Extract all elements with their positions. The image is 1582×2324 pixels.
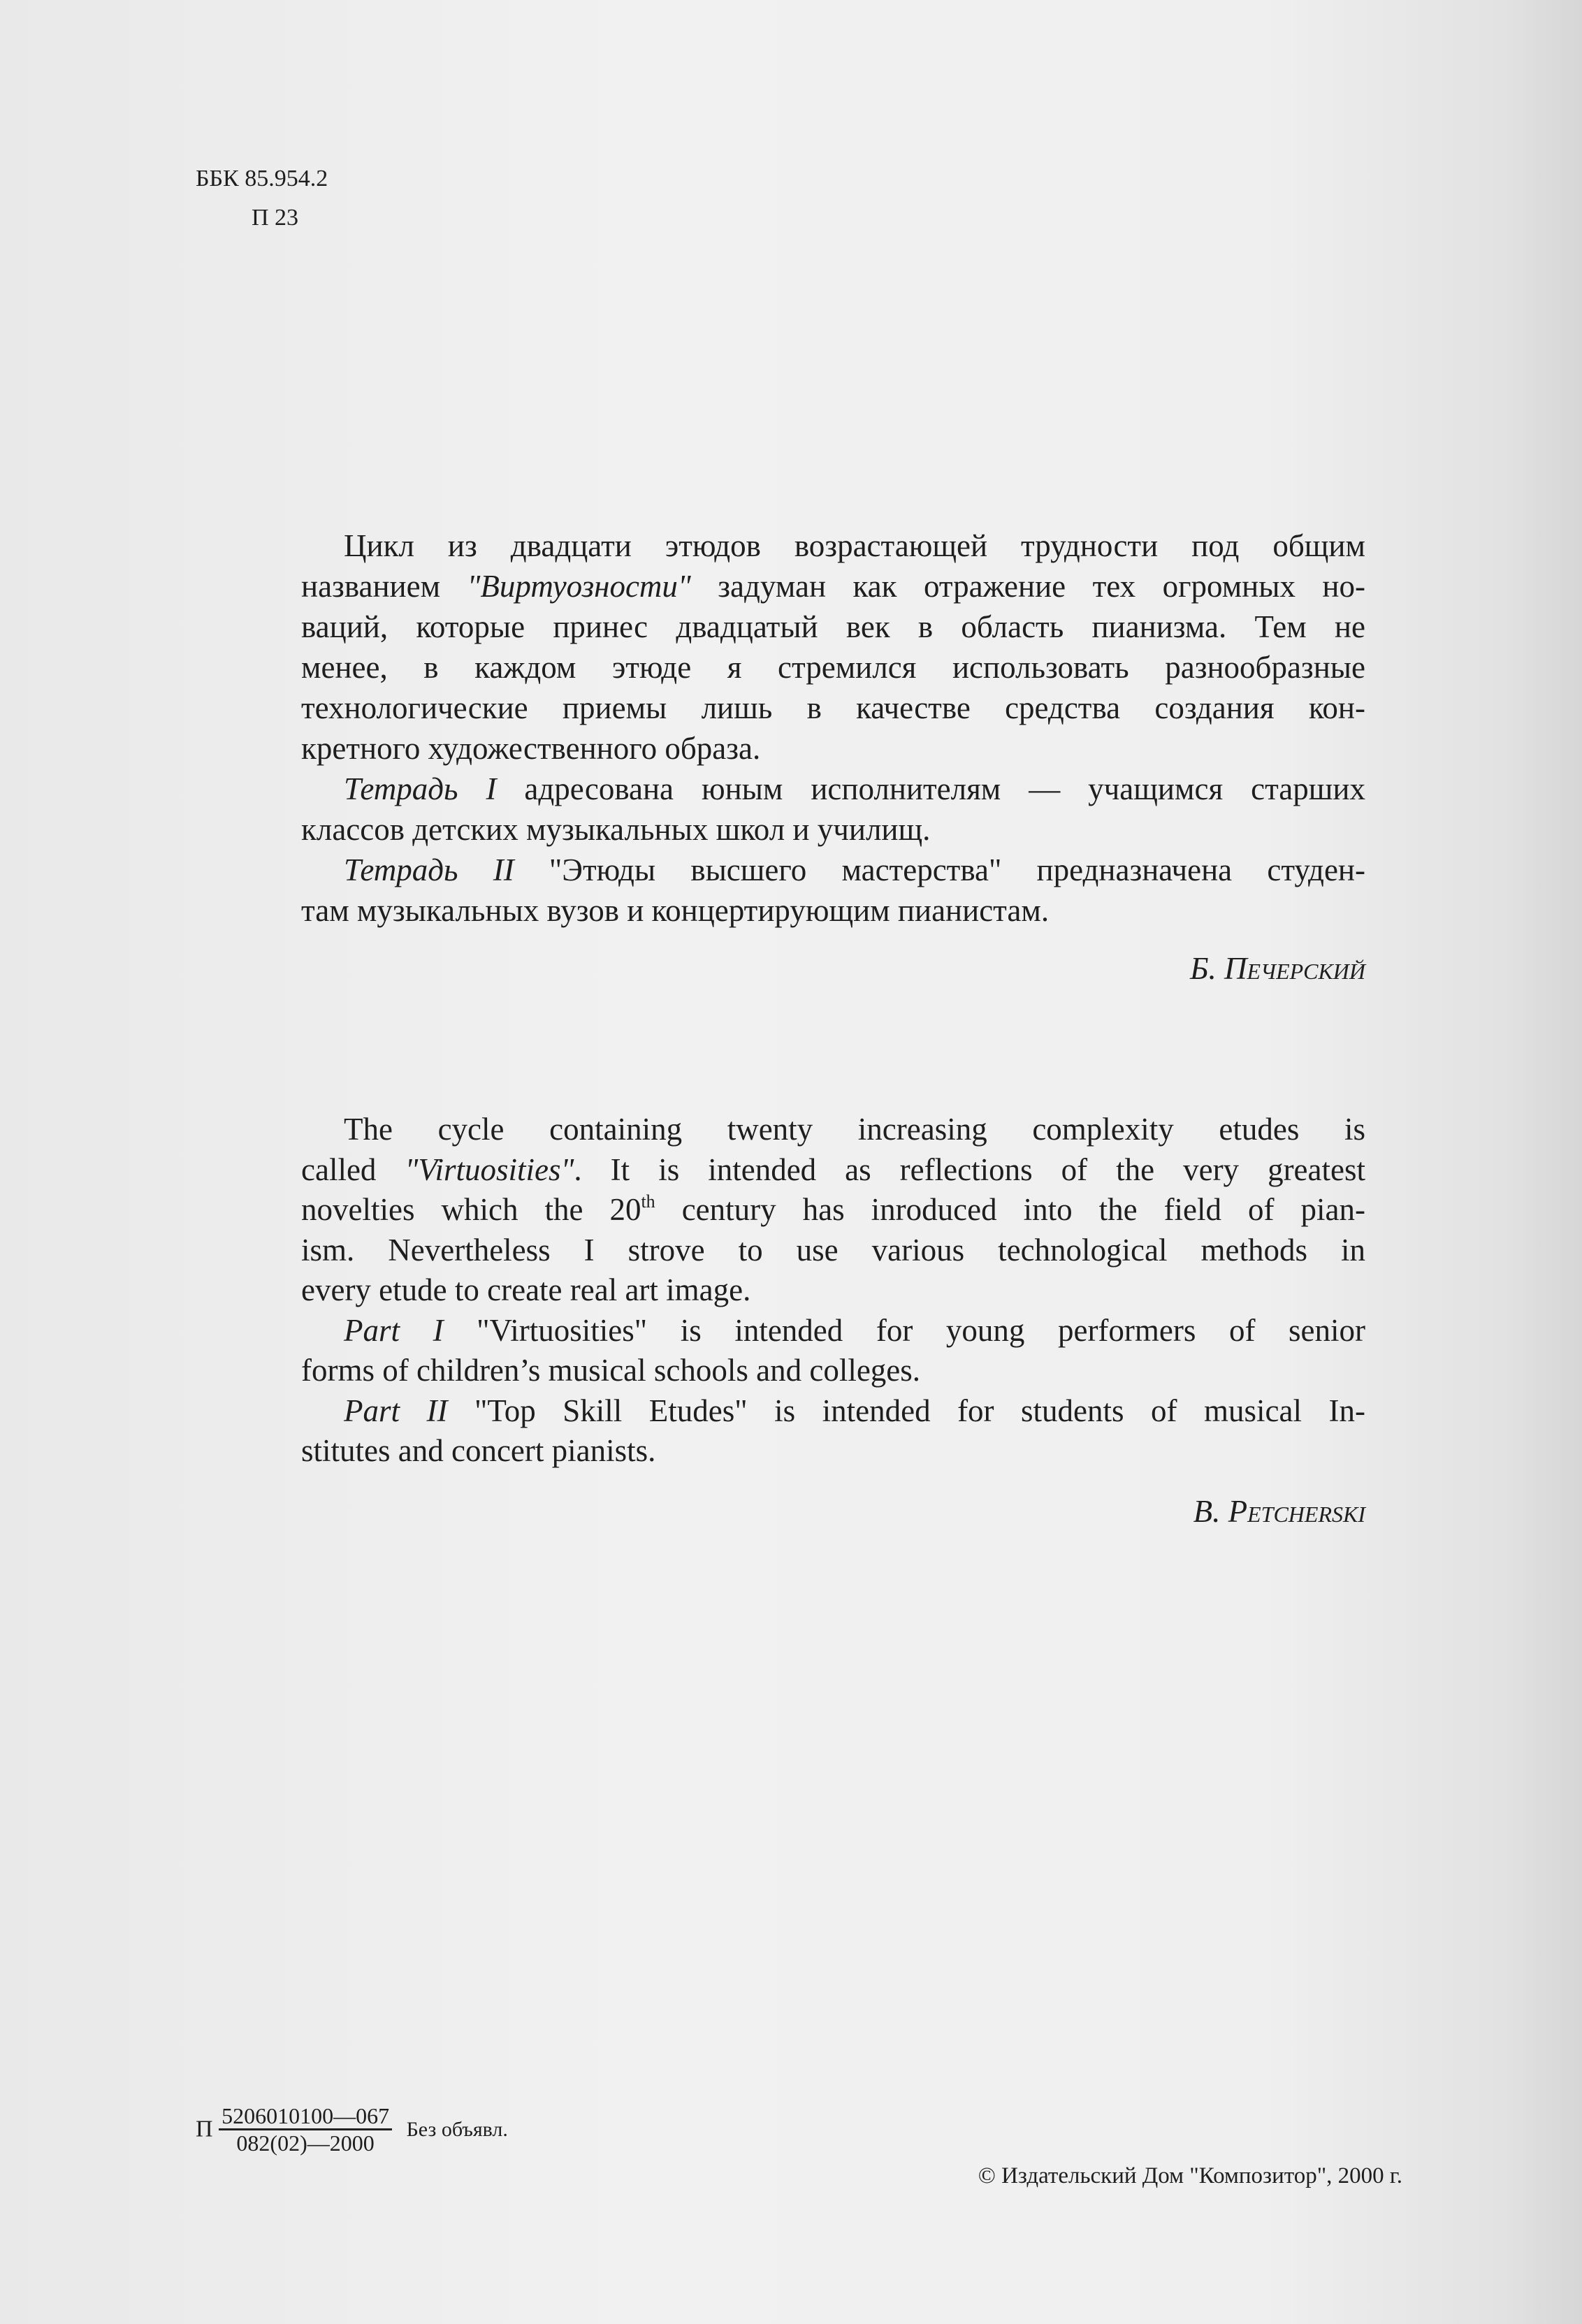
text-line: [301, 1311, 1365, 1351]
text-segment: классов детских музыкальных школ и училищ.: [301, 812, 931, 847]
text-segment: названием: [301, 569, 467, 604]
text-line: [301, 1230, 1365, 1271]
text-segment: forms of children’s musical schools and colleges.: [301, 1353, 921, 1388]
italic-text: Тетрадь I: [344, 771, 497, 806]
imprint-note: Без объявл.: [406, 2117, 508, 2141]
italic-text: Part I: [344, 1312, 444, 1348]
text-line: [301, 1190, 1365, 1230]
text-line: [301, 1431, 1365, 1472]
text-line: [301, 1391, 1365, 1432]
text-segment: ism. Nevertheless I strove to use various technological methods in: [301, 1232, 1365, 1268]
italic-text: "Virtuosities": [405, 1152, 574, 1187]
text-line: [301, 728, 1365, 769]
text-segment: "Virtuosities" is intended for young performers of senior: [443, 1312, 1365, 1348]
text-line: [301, 850, 1365, 890]
text-segment: кретного художественного образа.: [301, 731, 761, 766]
text-segment: ваций, которые принес двадцатый век в область пианизма. Тем не: [301, 609, 1365, 644]
text-segment: century has inroduced into the field of pian-: [655, 1192, 1365, 1227]
text-segment: every etude to create real art image.: [301, 1272, 751, 1307]
text-line: [301, 1110, 1365, 1150]
copyright: © Издательский Дом "Композитор", 2000 г.: [978, 2163, 1402, 2188]
text-segment: менее, в каждом этюде я стремился использовать разнообразные: [301, 650, 1365, 685]
text-segment: "Top Skill Etudes" is intended for students of musical In-: [447, 1393, 1365, 1428]
text-line: [301, 809, 1365, 850]
russian-preface: [301, 525, 1365, 931]
text-segment: там музыкальных вузов и концертирующим пианистам.: [301, 893, 1050, 928]
bbk-code: ББК 85.954.2: [196, 166, 328, 191]
text-segment: технологические приемы лишь в качестве средства создания кон-: [301, 690, 1365, 725]
text-segment: called: [301, 1152, 405, 1187]
imprint-numerator: 5206010100—067: [219, 2103, 392, 2130]
italic-text: Part II: [344, 1393, 448, 1428]
text-line: [301, 647, 1365, 688]
text-line: [301, 566, 1365, 607]
text-line: [301, 1351, 1365, 1391]
text-line: [301, 525, 1365, 566]
russian-signature: Б. Печерский: [1189, 951, 1365, 986]
author-mark: П 23: [252, 205, 299, 231]
imprint: [196, 2103, 508, 2156]
text-segment: The cycle containing twenty increasing complexity etudes is: [344, 1112, 1365, 1147]
text-line: [301, 1270, 1365, 1311]
text-line: [301, 688, 1365, 728]
italic-text: "Виртуозности": [467, 569, 691, 604]
imprint-fraction: [219, 2103, 392, 2156]
imprint-denominator: 082(02)—2000: [236, 2130, 375, 2156]
text-segment: novelties which the 20: [301, 1192, 641, 1227]
english-signature: B. Petcherski: [1193, 1494, 1365, 1529]
text-line: [301, 1150, 1365, 1191]
superscript: th: [641, 1191, 655, 1212]
text-line: [301, 607, 1365, 647]
text-segment: "Этюды высшего мастерства" предназначена студен-: [514, 852, 1365, 887]
text-segment: задуман как отражение тех огромных но-: [690, 569, 1365, 604]
text-line: [301, 769, 1365, 809]
italic-text: Тетрадь II: [344, 852, 514, 887]
text-segment: Цикл из двадцати этюдов возрастающей трудности под общим: [344, 528, 1365, 563]
text-segment: адресована юным исполнителям — учащимся старших: [496, 771, 1366, 806]
text-segment: . It is intended as reflections of the very greatest: [574, 1152, 1365, 1187]
text-segment: stitutes and concert pianists.: [301, 1433, 656, 1468]
text-line: [301, 890, 1365, 931]
english-preface: [301, 1110, 1365, 1472]
imprint-prefix: П: [196, 2116, 213, 2142]
